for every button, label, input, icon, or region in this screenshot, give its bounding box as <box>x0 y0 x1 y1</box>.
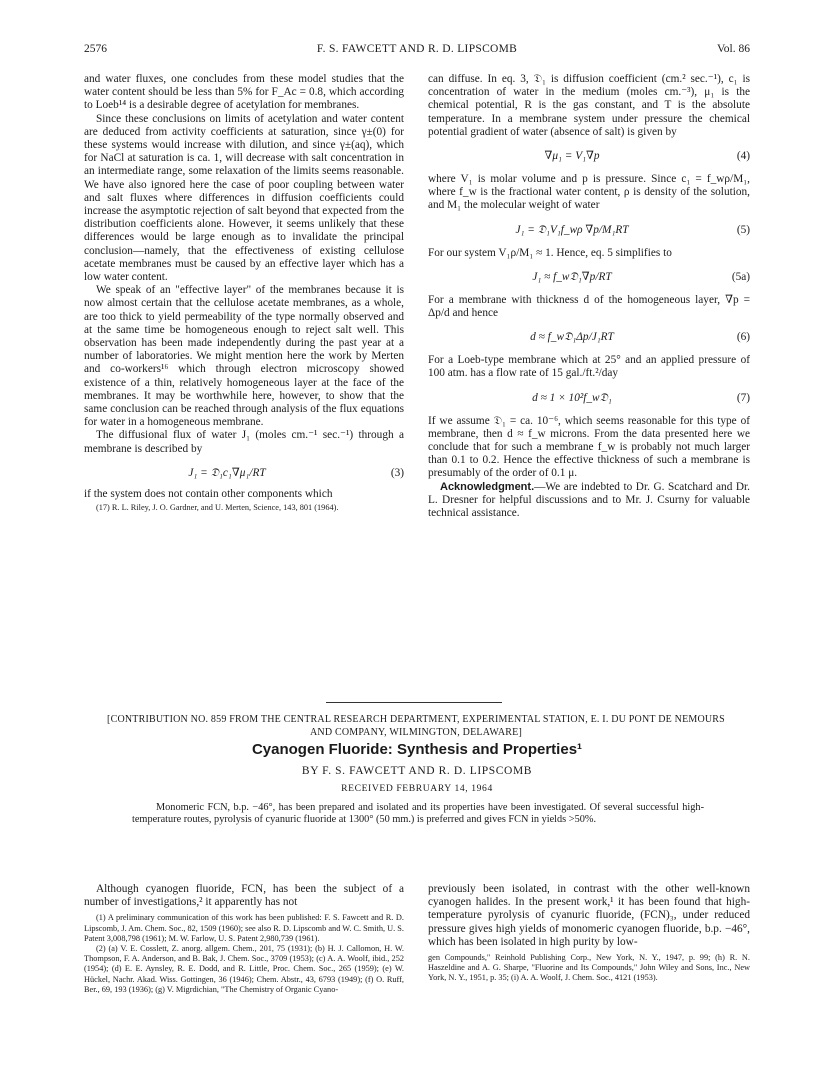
equation-6 <box>428 326 750 348</box>
equation-number: (5) <box>736 223 750 236</box>
paragraph: if the system does not contain other components which <box>84 487 333 500</box>
equation-number: (7) <box>736 391 750 404</box>
paragraph: We speak of an "effective layer" of the membranes because it is now almost certain that the cellulose acetate membranes, as a whole, are too thick to yield permeability of the type normally observed and at the same time be homogeneous enough to reject salt well. This observation has been made independently during the past year at a number of laboratories. We might mention here the work by Merten and co-workers¹⁶ which through electron microscopy showed existence of a thin, relatively homogeneous layer at the face of the membranes. It may be worthwhile here, however, to show that the same conclusion can be reached through analysis of the flux equations for water in a homogeneous membrane. <box>84 284 404 429</box>
received-date: RECEIVED FEBRUARY 14, 1964 <box>341 783 493 794</box>
equation-number: (4) <box>736 150 750 163</box>
volume-label: Vol. 86 <box>716 43 750 55</box>
abstract: Monomeric FCN, b.p. −46°, has been prepared and isolated and its properties have been investigated. Of several successful high-temperature routes, pyrolysis of cyanuric fluoride at 1300° (50 mm.) is preferred and gives FCN in yields >50%. <box>132 802 704 826</box>
equation-body: J₁ ≈ f_w𝔇₁∇p/RT <box>532 270 612 283</box>
footnote-2: (2) (a) V. E. Cosslett, Z. anorg. allgem. Chem., 201, 75 (1931); (b) H. J. Callomon, H. W. Thompson, F. A. Anderson, and B. Bak, J. Chem. Soc., 3709 (1953); (c) A. A. Woolf, ibid., 252 (1954); (d) E. E. Aynsley, R. E. Dodd, and R. Little, Proc. Chem. Soc., 265 (1959); (e) W. Hückel, Nachr. Akad. Wiss. Gottingen, 36 (1946); Chem. Abstr., 43, 6793 (1949); (f) O. Ruff, Ber., 69, 193 (1936); (g) V. Migrdichian, "The Chemistry of Organic Cyano- <box>84 944 404 994</box>
footnote-2-continued: gen Compounds," Reinhold Publishing Corp., New York, N. Y., 1947, p. 99; (h) R. N. Haszeldine and A. G. Sharpe, "Fluorine and Its Compounds," John Wiley and Sons, Inc., New York, N. Y., 1951, p. 35; (i) A. A. Woolf, J. Chem. Soc., 4121 (1953). <box>428 953 750 983</box>
equation-3 <box>84 462 404 484</box>
left-column-top <box>84 73 404 513</box>
footnote-1: (1) A preliminary communication of this work has been published: F. S. Fawcett and R. D. Lipscomb, J. Am. Chem. Soc., 82, 1509 (1960); see also R. D. Lipscomb and W. C. Smith, U. S. Patent 3,008,798 (1961); M. W. Farlow, U. S. Patent 2,980,739 (1961). <box>84 913 404 943</box>
contribution-note: [CONTRIBUTION NO. 859 FROM THE CENTRAL RESEARCH DEPARTMENT, EXPERIMENTAL STATION, E. I. DU PONT DE NEMOURS AND COMPANY, WILMINGTON, DELAWARE] <box>107 714 725 738</box>
acknowledgment-text: —We are indebted to Dr. G. Scatchard and Dr. L. Dresner for helpful discussions and to Mr. J. Csurny for valuable technical assistance. <box>428 480 750 520</box>
paragraph: Since these conclusions on limits of acetylation and water content are deduced from activity coefficients at saturation, since γ±(0) for these systems would increase with dilution, and since γ±(aq), which for NaCl at saturation is ca. 1, will decrease with salt concentration in an intermediate range, some relaxation of the limits seems reasonable. We have also ignored here the case of poor coupling between water and salt fluxes where differences in diffusion coefficients could increase the asymptotic rejection of salt beyond that expected from the distribution coefficients alone. However, it seems unlikely that these differences would be large enough as to invalidate the principal conclusion—namely, that the effectiveness of existing cellulose acetate membranes must be caused by an effective layer which has a low water content. <box>84 112 404 284</box>
equation-body: ∇μ₁ = V₁∇p <box>544 150 600 163</box>
page-number: 2576 <box>84 43 107 55</box>
paragraph: and water fluxes, one concludes from these model studies that the water content should be less than 5% for F_Ac = 0.8, which according to Loeb¹⁴ is a desirable degree of acetylation for membranes. <box>84 73 404 112</box>
equation-body: d ≈ f_w𝔇₁Δp/J₁RT <box>530 331 614 344</box>
equation-number: (5a) <box>731 270 750 283</box>
equation-body: d ≈ 1 × 10²f_w𝔇₁ <box>532 391 612 404</box>
byline: BY F. S. FAWCETT AND R. D. LIPSCOMB <box>301 765 533 777</box>
right-column-bottom <box>428 883 750 984</box>
running-header <box>84 43 750 59</box>
paragraph: can diffuse. In eq. 3, 𝔇₁ is diffusion coefficient (cm.² sec.⁻¹), c₁ is concentration of water in the medium (moles cm.⁻³), μ₁ is the chemical potential, R is the gas constant, and T is the absolute temperature. In a membrane system under pressure the chemical potential gradient of water (absence of salt) is given by <box>428 73 750 138</box>
paragraph: For a membrane with thickness d of the homogeneous layer, ∇p = Δp/d and hence <box>428 293 750 320</box>
right-column-top <box>428 73 750 520</box>
acknowledgment-label: Acknowledgment. <box>440 480 535 493</box>
equation-7 <box>428 387 750 409</box>
equation-5 <box>428 219 750 241</box>
equation-number: (6) <box>736 331 750 344</box>
acknowledgment <box>428 481 750 521</box>
left-column-bottom <box>84 883 404 995</box>
equation-body: J₁ = 𝔇₁V₁f_wρ ∇p/M₁RT <box>515 223 629 236</box>
section-divider <box>326 702 502 703</box>
equation-5a <box>428 266 750 288</box>
paragraph: The diffusional flux of water J₁ (moles cm.⁻¹ sec.⁻¹) through a membrane is described by <box>84 429 404 455</box>
paragraph: previously been isolated, in contrast with the other well-known cyanogen halides. In the present work,¹ it has been found that high-temperature pyrolysis of cyanuric fluoride, (FCN)₃, under reduced pressure gives high yields of monomeric cyanogen fluoride, b.p. −46°, which has been isolated in high purity by low- <box>428 883 750 948</box>
article-title: Cyanogen Fluoride: Synthesis and Properties¹ <box>251 741 583 758</box>
paragraph: where V₁ is molar volume and p is pressure. Since c₁ = f_wρ/M₁, where f_w is the fractional water content, ρ is density of the solution, and M₁ the molecular weight of water <box>428 173 750 212</box>
running-header-authors: F. S. FAWCETT AND R. D. LIPSCOMB <box>316 43 518 55</box>
footnote-17: (17) R. L. Riley, J. O. Gardner, and U. Merten, Science, 143, 801 (1964). <box>96 503 339 513</box>
equation-4 <box>428 145 750 167</box>
paragraph: For our system V₁ρ/M₁ ≈ 1. Hence, eq. 5 simplifies to <box>428 246 672 259</box>
equation-number: (3) <box>390 466 404 479</box>
paragraph: If we assume 𝔇₁ = ca. 10⁻⁶, which seems reasonable for this type of membrane, then d ≈ f_w microns. From the data presented here we conclude that for such a membrane f_w is probably not much larger than 0.1 to 0.2. Hence the effective thickness of such a membrane is presumably of the order of 0.1 μ. <box>428 414 750 480</box>
paragraph: For a Loeb-type membrane which at 25° and an applied pressure of 100 atm. has a flow rate of 15 gal./ft.²/day <box>428 354 750 380</box>
equation-body: J₁ = 𝔇₁c₁∇μ₁/RT <box>188 466 266 479</box>
paragraph: Although cyanogen fluoride, FCN, has been the subject of a number of investigations,² it apparently has not <box>84 883 404 909</box>
